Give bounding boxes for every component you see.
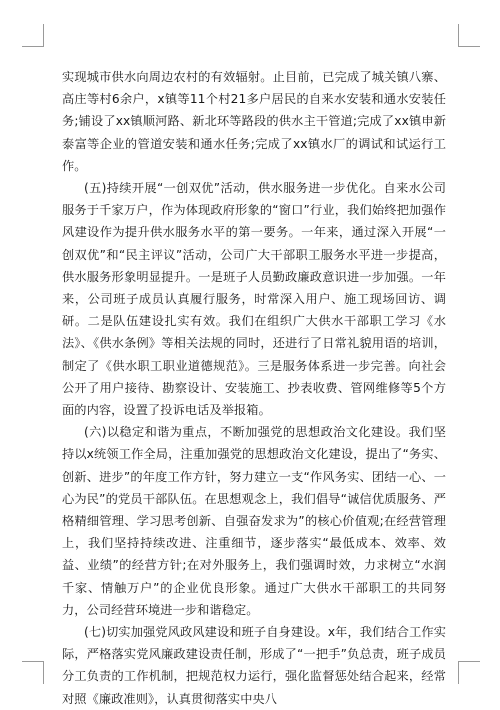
crop-mark-bottom-left-horizontal <box>22 661 44 662</box>
crop-mark-top-left-horizontal <box>22 46 44 47</box>
document-body <box>62 66 446 710</box>
crop-mark-top-left-vertical <box>43 24 44 47</box>
crop-mark-top-right-vertical <box>458 24 459 47</box>
paragraph-1: 实现城市供水向周边农村的有效辐射。止目前，已完成了城关镇八寨、高庄等村6余户，x镇等11个村21多户居民的自来水安装和通水安装任务;铺设了xx镇顺河路、新北环等路段的供水主干管道;完成了xx镇申新泰富等企业的管道安装和通水任务;完成了xx镇水厂的调试和试运行工作。 <box>62 70 446 173</box>
paragraph-3: (六)以稳定和谐为重点，不断加强党的思想政治文化建设。我们坚持以x统领工作全局，注重加强党的思想政治文化建设，提出了“务实、创新、进步”的年度工作方针，努力建立一支“作风务实、团结一心、一心为民”的党员干部队伍。在思想观念上，我们倡导“诚信优质服务、严格精细管理、学习思考创新、自强奋发求为”的核心价值观;在经营管理上，我们坚持持续改进、注重细节，逐步落实“最低成本、效率、效益、业绩”的经营方针;在对外服务上，我们强调时效，力求树立“水润千家、情触万户”的企业优良形象。通过广大供水干部职工的共同努力，公司经营环境进一步和谐稳定。 <box>62 425 446 617</box>
crop-mark-bottom-left-vertical <box>43 661 44 684</box>
paragraph-4: (七)切实加强党风政风建设和班子自身建设。x年，我们结合工作实际，严格落实党风廉政建设责任制，形成了“一把手”负总责，班子成员分工负责的工作机制，把规范权力运行，强化监督惩处结合起来，经常对照《廉政准则》，认真贯彻落实中央八 <box>62 625 446 706</box>
crop-mark-bottom-right-vertical <box>458 661 459 684</box>
crop-mark-top-right-horizontal <box>458 46 480 47</box>
crop-mark-bottom-right-horizontal <box>458 661 480 662</box>
paragraph-2: (五)持续开展“一创双优”活动，供水服务进一步优化。自来水公司服务于千家万户，作为体现政府形象的“窗口”行业，我们始终把加强作风建设作为提升供水服务水平的第一要务。一年来，通过深入开展“一创双优”和“民主评议”活动，公司广大干部职工服务水平进一步提高，供水服务形象明显提升。一是班子人员勤政廉政意识进一步加强。一年来，公司班子成员认真履行服务，时常深入用户、施工现场回访、调研。二是队伍建设扎实有效。我们在组织广大供水干部职工学习《水法》、《供水条例》等相关法规的同时，还进行了日常礼貌用语的培训，制定了《供水职工职业道德规范》。三是服务体系进一步完善。向社会公开了用户接待、勘察设计、安装施工、抄表收费、管网维修等5个方面的内容，设置了投诉电话及举报箱。 <box>62 181 446 418</box>
